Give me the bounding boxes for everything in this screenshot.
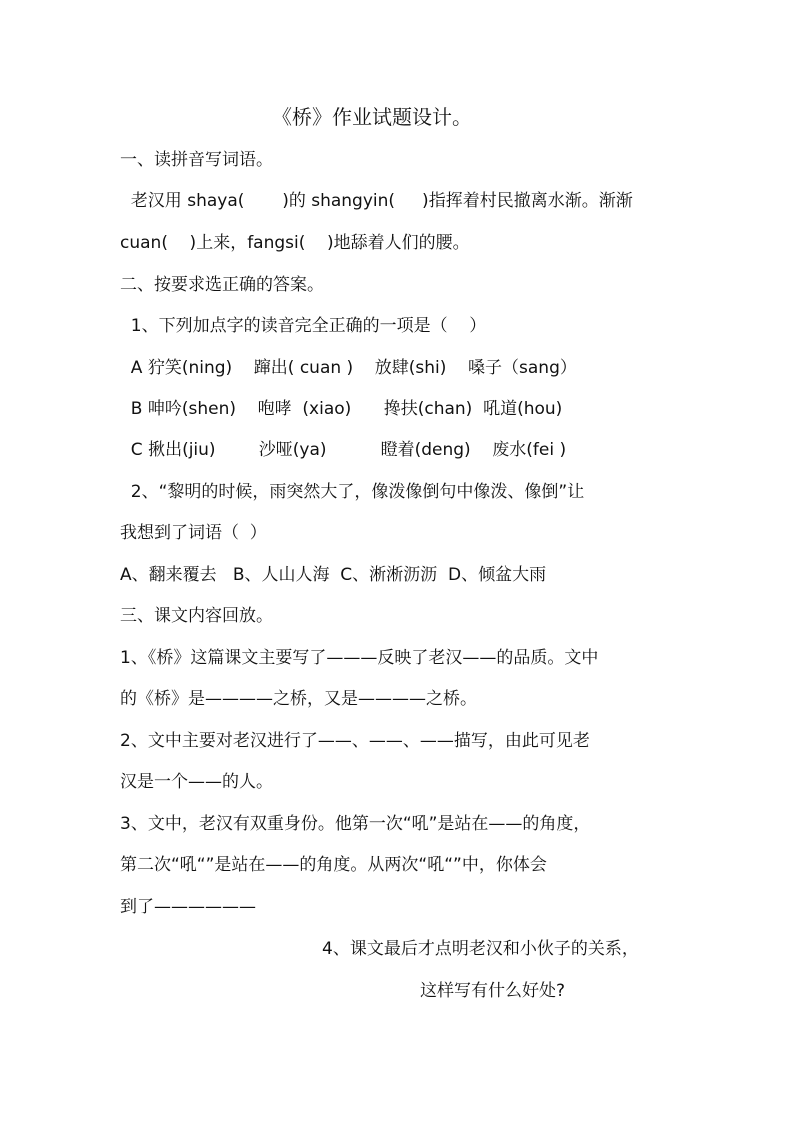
section-1-line: cuan( )上来，fangsi( )地舔着人们的腰。 [120,233,470,253]
page-title: 《桥》作业试题设计。 [272,105,472,129]
section-1-heading: 一、读拼音写词语。 [120,150,273,170]
question-1-option-a: A 狞笑(ning) 蹿出( cuan ) 放肆(shi) 嗓子（sang） [120,358,577,378]
section-3-line: 到了—————— [120,897,256,917]
section-3-line: 2、文中主要对老汉进行了——、——、——描写，由此可见老 [120,731,590,751]
section-3-line: 汉是一个——的人。 [120,772,273,792]
question-2-options: A、翻来覆去 B、人山人海 C、淅淅沥沥 D、倾盆大雨 [120,565,547,585]
question-1-option-c: C 揪出(jiu) 沙哑(ya) 瞪着(deng) 废水(fei ) [120,440,567,460]
question-4-line: 4、课文最后才点明老汉和小伙子的关系， [322,939,639,959]
section-1-line: 老汉用 shaya( )的 shangyin( )指挥着村民撤离水渐。渐渐 [120,191,633,211]
question-4-line: 这样写有什么好处? [420,981,566,1001]
section-2-heading: 二、按要求选正确的答案。 [120,275,324,295]
section-3-line: 第二次“吼“”是站在——的角度。从两次“吼“”中，你体会 [120,855,547,875]
section-3-line: 的《桥》是————之桥，又是————之桥。 [120,689,477,709]
question-2-line: 我想到了词语（ ） [120,523,267,543]
question-1-stem: 1、下列加点字的读音完全正确的一项是（ ） [120,316,487,336]
question-2-line: 2、“黎明的时候，雨突然大了，像泼像倒句中像泼、像倒”让 [120,482,585,502]
question-1-option-b: B 呻吟(shen) 咆哮 (xiao) 搀扶(chan) 吼道(hou) [120,399,563,419]
section-3-heading: 三、课文内容回放。 [120,606,273,626]
section-3-line: 3、文中，老汉有双重身份。他第一次“吼”是站在——的角度， [120,814,591,834]
section-3-line: 1、《桥》这篇课文主要写了———反映了老汉——的品质。文中 [120,648,599,668]
